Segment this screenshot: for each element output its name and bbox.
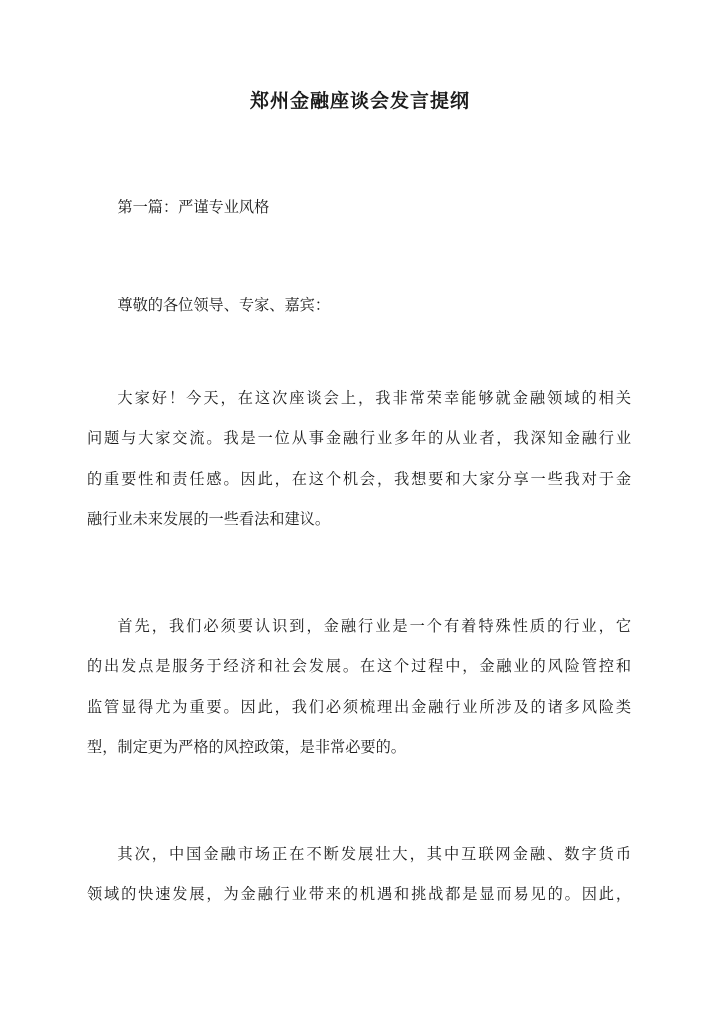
paragraph-3 [87,834,631,915]
paragraph-2 [87,606,631,768]
paragraph-line: 大家好！今天，在这次座谈会上，我非常荣幸能够就金融领域的相关 [117,389,631,407]
section-heading-text: 第一篇：严谨专业风格 [117,198,270,216]
greeting-text: 尊敬的各位领导、专家、嘉宾： [117,296,331,314]
paragraph-line: 监管显得尤为重要。因此，我们必须梳理出金融行业所涉及的诸多风险类 [87,697,631,716]
paragraph-line: 问题与大家交流。我是一位从事金融行业多年的从业者，我深知金融行业 [87,429,631,448]
paragraph-line: 其次，中国金融市场正在不断发展壮大，其中互联网金融、数字货币 [117,845,631,863]
paragraph-1 [87,378,631,540]
paragraph-line: 的出发点是服务于经济和社会发展。在这个过程中，金融业的风险管控和 [87,657,631,676]
paragraph-line: 融行业未来发展的一些看法和建议。 [87,510,330,529]
document-title: 郑州金融座谈会发言提纲 [249,90,470,112]
paragraph-line: 的重要性和责任感。因此，在这个机会，我想要和大家分享一些我对于金 [87,469,631,488]
paragraph-line: 领域的快速发展，为金融行业带来的机遇和挑战都是显而易见的。因此， [87,885,631,904]
section-heading [87,187,631,227]
greeting [87,285,631,325]
paragraph-line: 首先，我们必须要认识到，金融行业是一个有着特殊性质的行业，它 [117,617,631,635]
paragraph-line: 型，制定更为严格的风控政策，是非常必要的。 [87,738,406,757]
